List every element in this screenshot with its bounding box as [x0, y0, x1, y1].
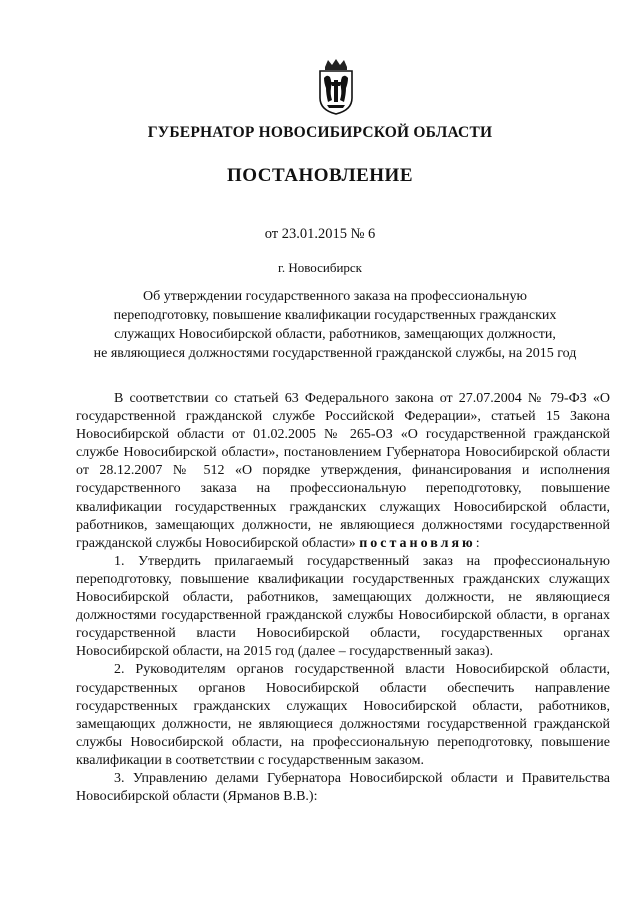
document-type: ПОСТАНОВЛЕНИЕ: [226, 165, 414, 186]
clause-2: 2. Руководителям органов государственной власти Новосибирской области, государственных органов Новосибирской области обеспечить направление государственных гражданских служащих Новосибирской области, работников, замещающих должности, не являющиеся должностями государственной гражданской службы Новосибирской области, на профессиональную переподготовку, повышение квалификации в соответствии с государственным заказом.: [76, 662, 610, 768]
subject-line: переподготовку, повышение квалификации государственных гражданских: [113, 308, 557, 323]
document-body: [76, 390, 610, 806]
issuer-title: ГУБЕРНАТОР НОВОСИБИРСКОЙ ОБЛАСТИ: [147, 124, 493, 141]
preamble-text: В соответствии со статьей 63 Федерального закона от 27.07.2004 № 79-ФЗ «О государственной гражданской службе Российской Федерации», статьей 15 Закона Новосибирской области от 01.02.2005 № 265-ОЗ «О государственной гражданской службе Новосибирской области», постановлением Губернатора Новосибирской области от 28.12.2007 № 512 «О порядке утверждения, финансирования и исполнения государственного заказа на профессиональную переподготовку, повышение квалификации государственных гражданских служащих Новосибирской области, работников, замещающих должности, не являющиеся должностями государственной гражданской службы Новосибирской области»: [76, 391, 610, 551]
document-date-number: от 23.01.2015 № 6: [264, 226, 376, 242]
document-city: г. Новосибирск: [277, 260, 362, 275]
decree-word: постановляю: [359, 535, 476, 551]
preamble-paragraph: [76, 390, 610, 553]
subject-line: Об утверждении государственного заказа на профессиональную: [143, 289, 527, 304]
subject-line: служащих Новосибирской области, работников, замещающих должности,: [114, 327, 556, 342]
subject-line: не являющиеся должностями государственной гражданской службы, на 2015 год: [93, 346, 577, 361]
document-subject: [70, 287, 600, 363]
decree-colon: :: [475, 535, 480, 551]
clause-1: 1. Утвердить прилагаемый государственный заказ на профессиональную переподготовку, повышение квалификации государственных гражданских служащих Новосибирской области, работников, замещающих должности, не являющиеся должностями государственной гражданской службы Новосибирской области, в органах государственной власти Новосибирской области, государственных органах Новосибирской области, на 2015 год (далее – государственный заказ).: [76, 553, 610, 660]
clause-3: 3. Управлению делами Губернатора Новосибирской области и Правительства Новосибирской области (Ярманов В.В.):: [76, 770, 610, 805]
coat-of-arms-icon: [313, 58, 359, 116]
